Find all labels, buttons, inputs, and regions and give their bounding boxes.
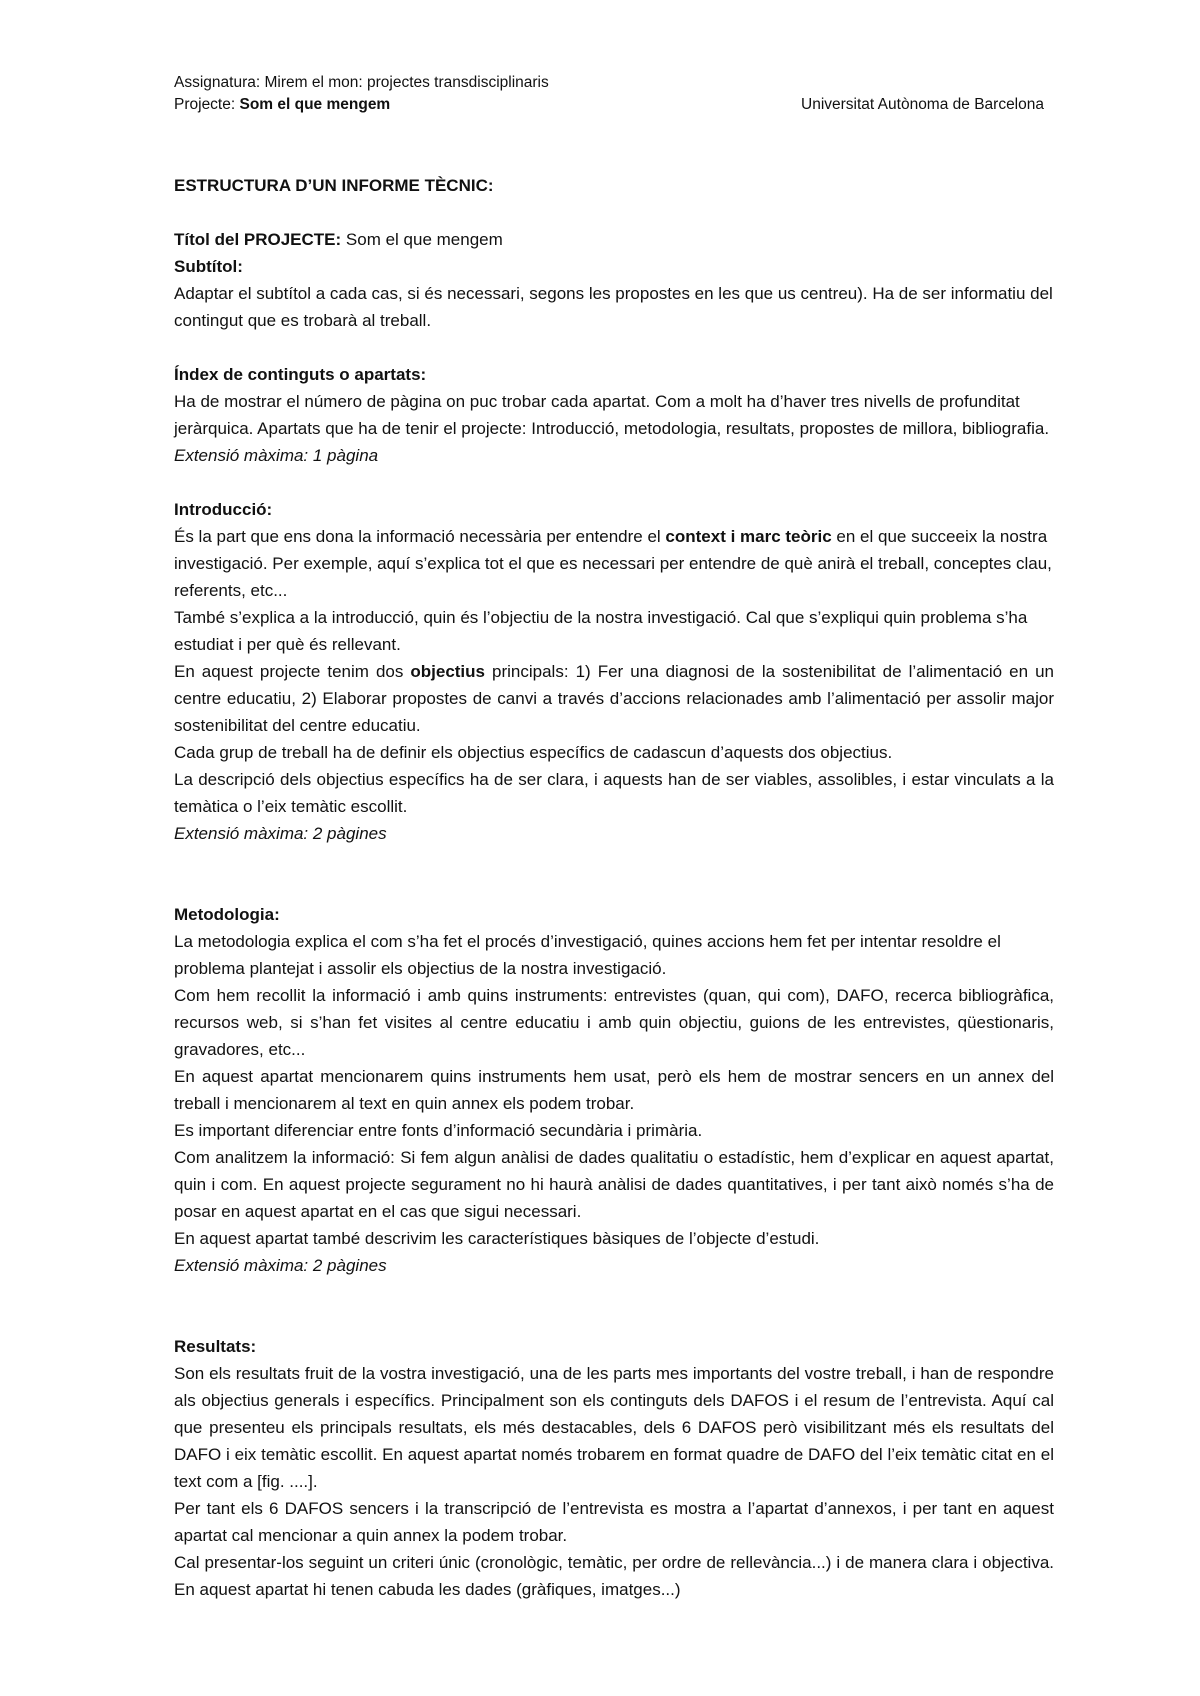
index-text: Ha de mostrar el número de pàgina on puc trobar cada apartat. Com a molt ha d’haver tres nivells de profunditat jeràrquica. Apartats que ha de tenir el projecte: Introducció, metodologia, resultats, propostes de millora, bibliografia. (174, 392, 1050, 438)
intro-paragraph-3 (174, 658, 1054, 739)
subject-label: Assignatura: (174, 74, 261, 91)
intro-paragraph-2: També s’explica a la introducció, quin és l’objectiu de la nostra investigació. Cal que s’expliqui quin problema s’ha estudiat i per què és rellevant. (174, 608, 1028, 654)
intro-heading: Introducció: (174, 500, 273, 519)
project-label: Projecte: (174, 96, 236, 113)
project-line (174, 94, 1044, 116)
method-paragraph-1: La metodologia explica el com s’ha fet el procés d’investigació, quines accions hem fet per intentar resoldre el problema plantejat i assolir els objectius de la nostra investigació. (174, 932, 1001, 978)
method-paragraph-5: Com analitzem la informació: Si fem algun anàlisi de dades qualitatiu o estadístic, hem d’explicar en aquest apartat, quin i com. En aquest projecte segurament no hi haurà anàlisi de dades quantitatives, i per tant això només s’ha de posar en aquest apartat en el cas que sigui necessari. (174, 1148, 1054, 1221)
intro-extension: Extensió màxima: 2 pàgines (174, 824, 387, 843)
intro-p1-text-end: en el que succeeix la nostra investigació. Per exemple, aquí s’explica tot el que es necessari per entendre de què anirà el treball, conceptes clau, referents, etc... (174, 527, 1052, 600)
intro-paragraph-4: Cada grup de treball ha de definir els objectius específics de cadascun d’aquests dos objectius. (174, 743, 893, 762)
university-name: Universitat Autònoma de Barcelona (801, 96, 1044, 113)
subject-line (174, 72, 1044, 94)
intro-paragraph-5: La descripció dels objectius específics ha de ser clara, i aquests han de ser viables, assolibles, i estar vinculats a la temàtica o l’eix temàtic escollit. (174, 770, 1054, 816)
method-paragraph-4: Es important diferenciar entre fonts d’informació secundària i primària. (174, 1121, 703, 1140)
document-body (174, 172, 1054, 1603)
document-title: ESTRUCTURA D’UN INFORME TÈCNIC: (174, 176, 494, 195)
page-header (174, 72, 1044, 116)
results-paragraph-1: Son els resultats fruit de la vostra investigació, una de les parts mes importants del vostre treball, i han de respondre als objectius generals i específics. Principalment son els continguts dels DAFOS i el resum de l’entrevista. Aquí cal que presenteu els principals resultats, els més destacables, dels 6 DAFOS però visibilitzant més els resultats del DAFO i eix temàtic escollit. En aquest apartat només trobarem en format quadre de DAFO del l’eix temàtic citat en el text com a [fig. ....]. (174, 1364, 1054, 1491)
subtitle-text: Adaptar el subtítol a cada cas, si és necessari, segons les propostes en les que us centreu). Ha de ser informatiu del contingut que es trobarà al treball. (174, 284, 1053, 330)
intro-p3-text: En aquest projecte tenim dos (174, 662, 411, 681)
results-paragraph-3: Cal presentar-los seguint un criteri únic (cronològic, temàtic, per ordre de rellevància...) i de manera clara i objectiva. En aquest apartat hi tenen cabuda les dades (gràfiques, imatges...) (174, 1553, 1054, 1599)
method-paragraph-6: En aquest apartat també descrivim les característiques bàsiques de l’objecte d’estudi. (174, 1229, 820, 1248)
method-paragraph-2: Com hem recollit la informació i amb quins instruments: entrevistes (quan, qui com), DAFO, recerca bibliogràfica, recursos web, si s’han fet visites al centre educatiu i amb quin objectiu, guions de les entrevistes, qüestionaris, gravadores, etc... (174, 986, 1054, 1059)
project-value: Som el que mengem (239, 96, 391, 113)
project-info (174, 94, 390, 116)
index-extension: Extensió màxima: 1 pàgina (174, 446, 379, 465)
subject-value: Mirem el mon: projectes transdisciplinaris (264, 74, 549, 91)
intro-p3-text-end: principals: 1) Fer una diagnosi de la sostenibilitat de l’alimentació en un centre educatiu, 2) Elaborar propostes de canvi a través d’accions relacionades amb l’alimentació per assolir major sostenibilitat del centre educatiu. (174, 662, 1054, 735)
intro-p3-bold: objectius (410, 662, 485, 681)
results-heading: Resultats: (174, 1337, 257, 1356)
intro-paragraph-1 (174, 523, 1054, 604)
title-label: Títol del PROJECTE: (174, 230, 342, 249)
method-extension: Extensió màxima: 2 pàgines (174, 1256, 387, 1275)
intro-p1-bold: context i marc teòric (665, 527, 832, 546)
method-paragraph-3: En aquest apartat mencionarem quins instruments hem usat, però els hem de mostrar sencers en un annex del treball i mencionarem al text en quin annex els podem trobar. (174, 1067, 1054, 1113)
intro-p1-text: És la part que ens dona la informació necessària per entendre el (174, 527, 666, 546)
subtitle-label: Subtítol: (174, 257, 243, 276)
project-title-line (174, 226, 1054, 253)
index-heading: Índex de continguts o apartats: (174, 365, 427, 384)
results-paragraph-2: Per tant els 6 DAFOS sencers i la transcripció de l’entrevista es mostra a l’apartat d’annexos, i per tant en aquest apartat cal mencionar a quin annex la podem trobar. (174, 1499, 1054, 1545)
title-value: Som el que mengem (345, 230, 503, 249)
method-heading: Metodologia: (174, 905, 280, 924)
